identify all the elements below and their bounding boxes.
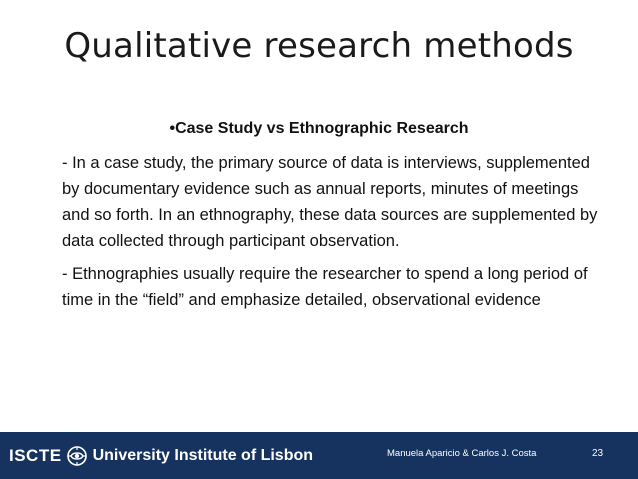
slide-body — [62, 150, 602, 320]
slide-title: Qualitative research methods — [64, 26, 574, 66]
slide-subtitle — [0, 120, 638, 138]
body-paragraph-1: - In a case study, the primary source of data is interviews, supplemented by documentary evidence such as annual reports, minutes of meetings and so forth. In an ethnography, these data sources are supplemented by data collected through participant observation. — [62, 154, 598, 250]
logo-brand-text: ISCTE — [9, 446, 62, 465]
page-number: 23 — [592, 448, 604, 459]
body-paragraph-2: - Ethnographies usually require the researcher to spend a long period of time in the “field” and emphasize detailed, observational evidence — [62, 265, 588, 309]
bullet-marker: • — [169, 120, 176, 137]
footer-authors: Manuela Aparicio & Carlos J. Costa — [387, 448, 537, 459]
iscte-logo — [9, 444, 313, 468]
iscte-emblem-icon — [66, 445, 88, 467]
logo-institution-text: University Institute of Lisbon — [92, 447, 314, 464]
subtitle-text: Case Study vs Ethnographic Research — [175, 120, 469, 137]
slide-footer — [0, 432, 638, 479]
